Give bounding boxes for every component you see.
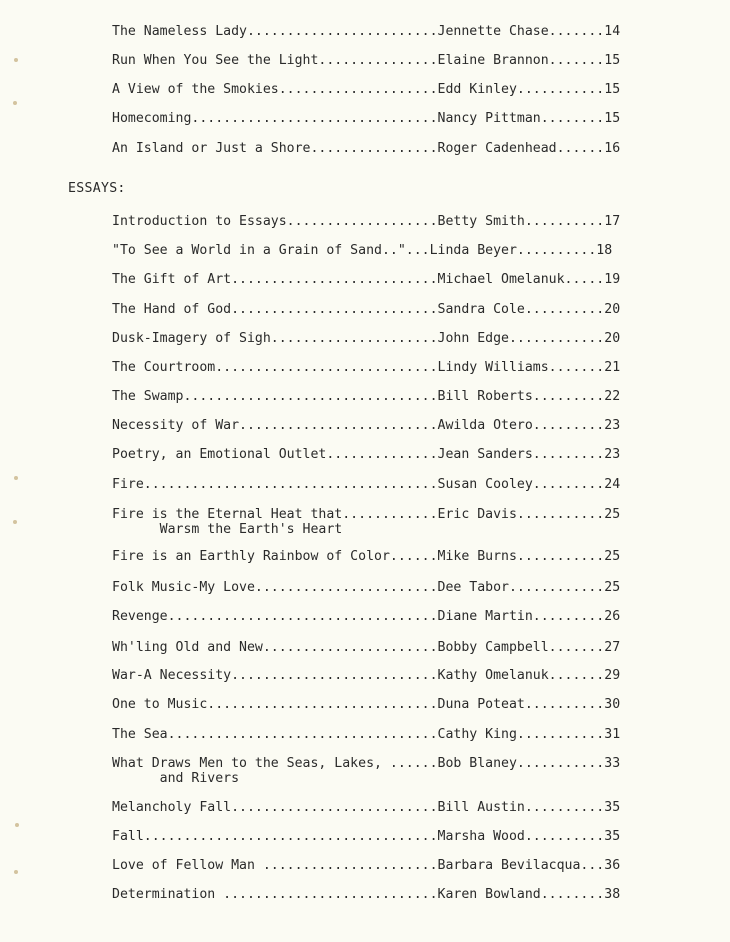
toc-entry bbox=[112, 609, 672, 624]
toc-entry-line: Poetry, an Emotional Outlet..............Jean Sanders.........23 bbox=[112, 447, 621, 462]
toc-entry bbox=[112, 302, 672, 317]
toc-entry bbox=[112, 389, 672, 404]
toc-entry bbox=[112, 447, 672, 462]
toc-entry bbox=[112, 887, 672, 902]
toc-entry-line: Determination ...........................Karen Bowland........38 bbox=[112, 887, 621, 902]
toc-entry bbox=[112, 640, 672, 655]
toc-entry-line: Wh'ling Old and New......................Bobby Campbell.......27 bbox=[112, 640, 621, 655]
toc-entry-line: Necessity of War.........................Awilda Otero.........23 bbox=[112, 418, 621, 433]
toc-entry-line: Fire is the Eternal Heat that............Eric Davis...........25 bbox=[112, 507, 621, 522]
toc-entry bbox=[112, 800, 672, 815]
toc-entry bbox=[112, 331, 672, 346]
toc-entry bbox=[112, 756, 672, 786]
toc-entry bbox=[112, 82, 672, 97]
toc-entry-line: What Draws Men to the Seas, Lakes, ......Bob Blaney...........33 bbox=[112, 756, 621, 771]
toc-entry-line: Homecoming...............................Nancy Pittman........15 bbox=[112, 111, 621, 126]
toc-entry bbox=[112, 727, 672, 742]
toc-entry-line: "To See a World in a Grain of Sand.."...Linda Beyer..........18 bbox=[112, 243, 613, 258]
toc-entry bbox=[112, 477, 672, 492]
paper-speck bbox=[14, 476, 18, 480]
toc-entry-line: The Hand of God..........................Sandra Cole..........20 bbox=[112, 302, 621, 317]
toc-entry-line: An Island or Just a Shore................Roger Cadenhead......16 bbox=[112, 141, 621, 156]
toc-entry-line: Introduction to Essays...................Betty Smith..........17 bbox=[112, 214, 621, 229]
toc-entry-line: Revenge..................................Diane Martin.........26 bbox=[112, 609, 621, 624]
toc-entry-line-continued: and Rivers bbox=[112, 771, 240, 786]
toc-entry bbox=[112, 697, 672, 712]
toc-entry-line: Melancholy Fall..........................Bill Austin..........35 bbox=[112, 800, 621, 815]
toc-entry-line: Folk Music-My Love.......................Dee Tabor............25 bbox=[112, 580, 621, 595]
toc-entry-line: The Gift of Art..........................Michael Omelanuk.....19 bbox=[112, 272, 621, 287]
toc-entry-line: The Sea..................................Cathy King...........31 bbox=[112, 727, 621, 742]
toc-entry-line: The Swamp................................Bill Roberts.........22 bbox=[112, 389, 621, 404]
paper-speck bbox=[14, 58, 18, 62]
toc-entry-line: Dusk-Imagery of Sigh.....................John Edge............20 bbox=[112, 331, 621, 346]
paper-speck bbox=[14, 870, 18, 874]
toc-entry bbox=[112, 243, 672, 258]
toc-entry bbox=[112, 272, 672, 287]
paper-speck bbox=[13, 101, 17, 105]
toc-entry bbox=[112, 214, 672, 229]
toc-entry-line: The Nameless Lady........................Jennette Chase.......14 bbox=[112, 24, 621, 39]
toc-entry-line: Love of Fellow Man ......................Barbara Bevilacqua...36 bbox=[112, 858, 621, 873]
toc-entry bbox=[112, 24, 672, 39]
toc-entry bbox=[112, 418, 672, 433]
paper-speck bbox=[15, 823, 19, 827]
toc-entry bbox=[112, 858, 672, 873]
toc-entry bbox=[112, 668, 672, 683]
toc-entry-line: Fall.....................................Marsha Wood..........35 bbox=[112, 829, 621, 844]
toc-entry-line-continued: Warsm the Earth's Heart bbox=[112, 522, 343, 537]
toc-entry-line: Run When You See the Light...............Elaine Brannon.......15 bbox=[112, 53, 621, 68]
toc-entry bbox=[112, 549, 672, 564]
paper-speck bbox=[13, 520, 17, 524]
essays-section-heading: ESSAYS: bbox=[68, 181, 126, 196]
toc-entry-line: Fire is an Earthly Rainbow of Color......Mike Burns...........25 bbox=[112, 549, 621, 564]
toc-entry-line: War-A Necessity..........................Kathy Omelanuk.......29 bbox=[112, 668, 621, 683]
toc-entry bbox=[112, 141, 672, 156]
toc-entry bbox=[112, 829, 672, 844]
toc-entry bbox=[112, 360, 672, 375]
toc-entry-line: A View of the Smokies....................Edd Kinley...........15 bbox=[112, 82, 621, 97]
toc-entry-line: One to Music.............................Duna Poteat..........30 bbox=[112, 697, 621, 712]
toc-entry-line: The Courtroom............................Lindy Williams.......21 bbox=[112, 360, 621, 375]
toc-entry-line: Fire.....................................Susan Cooley.........24 bbox=[112, 477, 621, 492]
toc-entry bbox=[112, 580, 672, 595]
toc-entry bbox=[112, 111, 672, 126]
toc-entry bbox=[112, 53, 672, 68]
toc-entry bbox=[112, 507, 672, 537]
